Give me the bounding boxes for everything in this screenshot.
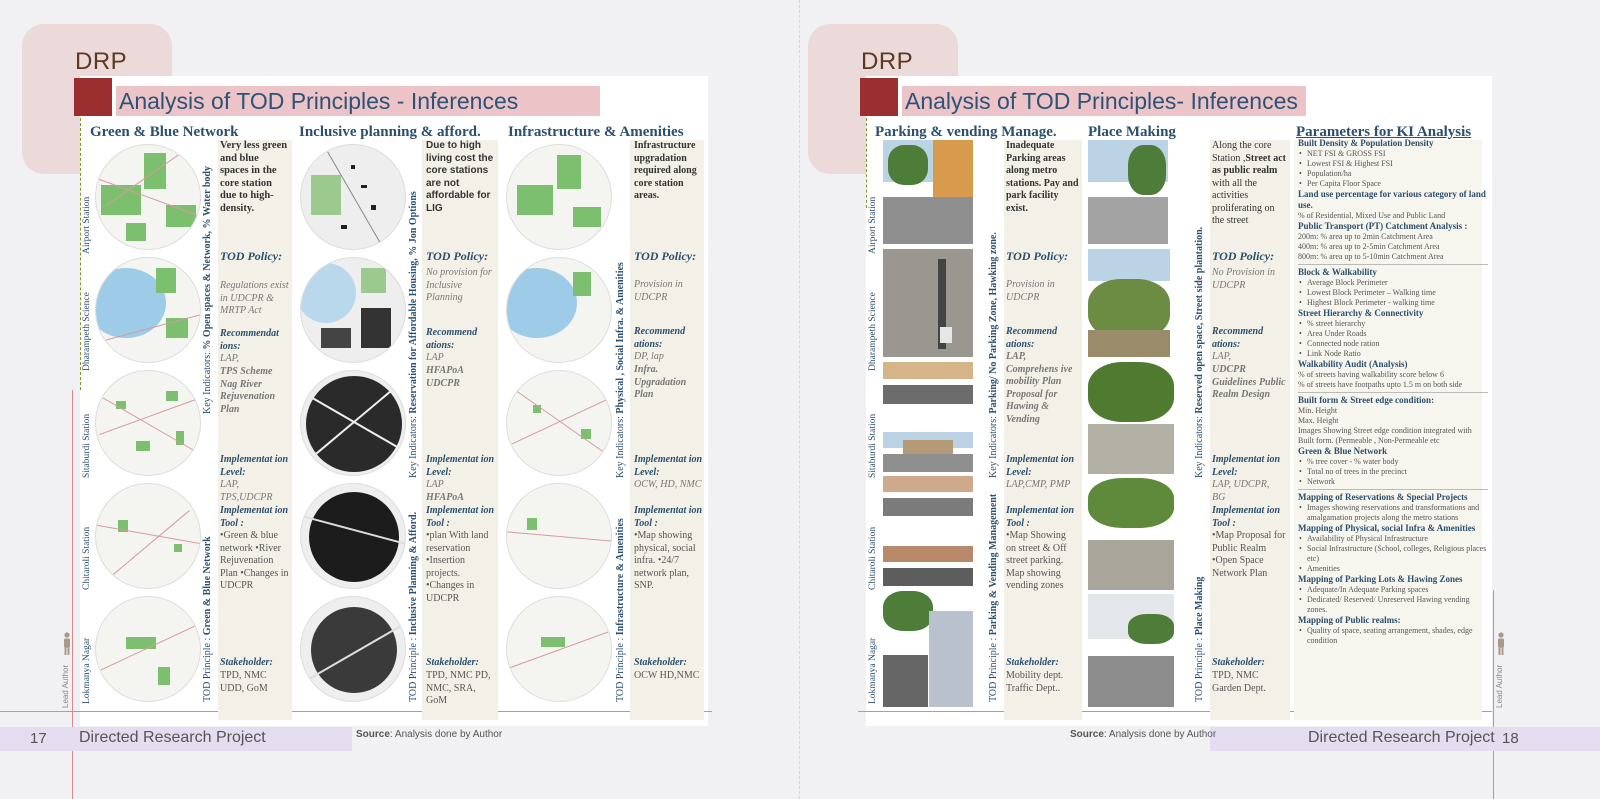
impl-level-green: LAP, TPS,UDCPR xyxy=(220,479,273,503)
param-heading: Mapping of Public realms: xyxy=(1298,615,1401,625)
param-item: Max. Height xyxy=(1298,416,1339,425)
param-item: Images Showing Street edge condition integrated with Built form. (Permeable , Non-Permeable etc xyxy=(1298,426,1472,445)
station-label: Dharampeth Science xyxy=(868,292,878,371)
map-airport-inclusive xyxy=(300,144,406,250)
impl-tool-inclusive: •plan With land reservation •Insertion projects. •Changes in UDCPR xyxy=(426,530,489,604)
param-item: • Quality of space, seating arrangement, shades, edge condition xyxy=(1298,626,1488,646)
key-indicators-parking: Key Indicators: Parking/ No Parking Zone, Hawking zone. xyxy=(988,232,999,478)
param-item: % of streets have footpaths upto 1.5 m on both side xyxy=(1298,380,1463,389)
photo-dharampeth-parking xyxy=(883,249,973,357)
source-note: Source: Analysis done by Author xyxy=(1070,729,1217,740)
param-heading: Built Density & Population Density xyxy=(1298,138,1434,148)
param-heading: Land use percentage for various category of land use. xyxy=(1298,189,1486,210)
param-item: % of streets having walkability score below 6 xyxy=(1298,370,1444,379)
impl-tool-infra: •Map showing physical, social infra. •24/7 network plan, SNP. xyxy=(634,530,696,591)
rec-label-parking: Recommend ations: xyxy=(1006,326,1058,350)
param-item: • NET FSI & GROSS FSI xyxy=(1298,149,1488,159)
stake-label-infra: Stakeholder: xyxy=(634,657,687,668)
photo-sitaburdi-parking-2 xyxy=(883,432,973,472)
text-panel-parking xyxy=(1004,140,1082,720)
bottom-rule xyxy=(0,711,712,712)
param-item: % of Residential, Mixed Use and Public Land xyxy=(1298,211,1446,220)
stake-green: TPD, NMC UDD, GoM xyxy=(220,670,268,694)
impl-level-label-infra: Implementat ion Level: xyxy=(634,454,703,478)
impl-tool-place: •Map Proposal for Public Realm •Open Space Network Plan xyxy=(1212,530,1286,579)
photo-sitaburdi-parking-1 xyxy=(883,362,973,404)
rec-bold-parking: LAP, Comprehens ive mobility Plan Proposal for Hawing & Vending xyxy=(1006,351,1073,425)
text-panel-infra xyxy=(630,140,704,720)
parameters-list xyxy=(1298,138,1488,646)
param-separator xyxy=(1298,392,1488,393)
rec-place: LAP, xyxy=(1212,351,1231,362)
station-label: Airport Station xyxy=(868,196,878,254)
policy-label-green: TOD Policy: xyxy=(220,249,283,263)
map-sitaburdi-green xyxy=(95,370,201,476)
station-label: Sitaburdi Station xyxy=(82,413,92,478)
station-label: Lokmanya Nagar xyxy=(868,637,878,704)
text-panel-inclusive xyxy=(422,140,498,720)
map-lokmanya-infra xyxy=(506,596,612,702)
photo-airport-place xyxy=(1088,140,1168,244)
param-item: • Population/ha xyxy=(1298,169,1488,179)
rec-label-place: Recommend ations: xyxy=(1212,326,1264,350)
stake-label-green: Stakeholder: xyxy=(220,657,273,668)
source-note: Source: Analysis done by Author xyxy=(356,729,503,740)
policy-label-infra: TOD Policy: xyxy=(634,249,697,263)
column-heading-params: Parameters for KI Analysis xyxy=(1296,124,1472,140)
param-heading: Block & Walkability xyxy=(1298,267,1377,277)
person-icon xyxy=(62,632,72,656)
principle-place: TOD Principle : Place Making xyxy=(1194,576,1205,702)
rec-green: LAP, xyxy=(220,353,239,364)
station-label: Dharampeth Science xyxy=(82,292,92,371)
photo-lokmanya-place xyxy=(1088,594,1174,707)
rec-bold-green: TPS Scheme Nag River Rejuvenation Plan xyxy=(220,366,276,415)
policy-green: Regulations exist in UDCPR & MRTP Act xyxy=(220,280,289,316)
principle-green: TOD Principle : Green & Blue Network xyxy=(202,536,213,702)
principle-inclusive: TOD Principle : Inclusive Planning & Afford. xyxy=(408,511,419,702)
key-indicators-green: Key Indicators: % Open spaces & Network, % Water body xyxy=(202,166,213,414)
impl-level-infra: OCW, HD, NMC xyxy=(634,479,702,490)
brand-label: DRP xyxy=(861,48,914,75)
param-item: • % street hierarchy xyxy=(1298,319,1488,329)
page-title: Analysis of TOD Principles - Inferences xyxy=(116,86,600,116)
map-dharampeth-infra xyxy=(506,257,612,363)
station-label: Sitaburdi Station xyxy=(868,413,878,478)
param-item: • Per Capita Floor Space xyxy=(1298,179,1488,189)
param-item: • Social Infrastructure (School, colleges, Religious places etc) xyxy=(1298,544,1488,564)
title-marker xyxy=(74,78,112,116)
impl-tool-green: •Green & blue network •River Rejuvenation Plan •Changes in UDCPR xyxy=(220,530,289,591)
photo-airport-parking xyxy=(883,140,973,244)
column-heading-parking: Parking & vending Manage. xyxy=(875,124,1057,140)
impl-tool-label-parking: Implementat ion Tool : xyxy=(1006,505,1075,529)
param-heading: Mapping of Physical, social Infra & Amenities xyxy=(1298,523,1476,533)
title-marker xyxy=(860,78,898,116)
impl-tool-parking: •Map Showing on street & Off street parking. Map showing vending zones xyxy=(1006,530,1067,591)
photo-sitaburdi-place xyxy=(1088,362,1174,474)
margin-rule xyxy=(1493,590,1494,799)
impl-level-inclusive: LAP xyxy=(426,479,444,490)
param-item: • Connected node ration xyxy=(1298,339,1488,349)
map-chitaroli-infra xyxy=(506,483,612,589)
rec-label-infra: Recommend ations: xyxy=(634,326,686,350)
param-separator xyxy=(1298,489,1488,490)
map-sitaburdi-inclusive xyxy=(300,370,406,476)
column-heading-inclusive: Inclusive planning & afford. xyxy=(299,124,481,140)
rec-label-inclusive: Recommend ations: xyxy=(426,327,478,351)
impl-level-label-inclusive: Implementat ion Level: xyxy=(426,454,495,478)
param-item: • Adequate/In Adequate Parking spaces xyxy=(1298,585,1488,595)
photo-sitaburdi-parking-3 xyxy=(883,476,973,516)
brand-label: DRP xyxy=(75,48,128,75)
stake-label-inclusive: Stakeholder: xyxy=(426,657,479,668)
station-label: Airport Station xyxy=(82,196,92,254)
param-item: 200m: % area up to 2min Catchment Area xyxy=(1298,232,1433,241)
policy-place: No Provision in UDCPR xyxy=(1212,267,1275,291)
page-18 xyxy=(800,0,1600,799)
param-heading: Mapping of Parking Lots & Hawing Zones xyxy=(1298,574,1463,584)
impl-tool-label-inclusive: Implementat ion Tool : xyxy=(426,505,495,529)
impl-tool-label-place: Implementat ion Tool : xyxy=(1212,505,1281,529)
param-item: • % tree cover - % water body xyxy=(1298,457,1488,467)
map-lokmanya-green xyxy=(95,596,201,702)
stake-parking: Mobility dept. Traffic Dept.. xyxy=(1006,670,1064,694)
policy-label-inclusive: TOD Policy: xyxy=(426,249,489,263)
key-indicators-inclusive: Key Indicators: Reservation for Affordable Housing, % Jon Options xyxy=(408,191,419,478)
key-indicators-infra: Key Indicators: Physical , Social Infra. & Amenities xyxy=(615,262,626,478)
policy-parking: Provision in UDCPR xyxy=(1006,279,1055,303)
person-icon xyxy=(1496,632,1506,656)
param-item: • Area Under Roads xyxy=(1298,329,1488,339)
footer-title: Directed Research Project xyxy=(1308,729,1495,746)
photo-chitaroli-parking xyxy=(883,546,973,586)
map-airport-green xyxy=(95,144,201,250)
stake-infra: OCW HD,NMC xyxy=(634,670,700,681)
impl-level-label-parking: Implementat ion Level: xyxy=(1006,454,1075,478)
principle-parking: TOD Principle : Parking & Vending Management xyxy=(988,493,999,702)
param-heading: Public Transport (PT) Catchment Analysis : xyxy=(1298,221,1468,231)
policy-label-parking: TOD Policy: xyxy=(1006,249,1069,263)
param-heading: Green & Blue Network xyxy=(1298,446,1388,456)
lead-author-label: Lead Author xyxy=(61,664,70,708)
param-item: • Highest Block Perimeter - walking time xyxy=(1298,298,1488,308)
param-item: • Average Block Perimeter xyxy=(1298,278,1488,288)
key-indicators-place: Key Indicators: Reserved open space, Street side plantation. xyxy=(1194,226,1205,478)
photo-lokmanya-parking xyxy=(883,591,973,707)
rec-bold-place: UDCPR Guidelines Public Realm Design xyxy=(1212,364,1286,400)
param-heading: Mapping of Reservations & Special Projects xyxy=(1298,492,1468,502)
page-title: Analysis of TOD Principles- Inferences xyxy=(902,86,1306,116)
dashed-guide xyxy=(866,118,867,208)
map-airport-infra xyxy=(506,144,612,250)
param-item: 400m: % area up to 2-5min Catchment Area xyxy=(1298,242,1440,251)
column-heading-place: Place Making xyxy=(1088,124,1176,140)
impl-level-bold-inclusive: HFAPoA xyxy=(426,492,464,503)
map-dharampeth-green xyxy=(95,257,201,363)
impl-level-label-place: Implementat ion Level: xyxy=(1212,454,1281,478)
stake-label-place: Stakeholder: xyxy=(1212,657,1265,668)
principle-infra: TOD Principle : Infrastructure & Amenities xyxy=(615,518,626,702)
rec-infra: DP, lap xyxy=(634,351,664,362)
inference-green: Very less green and blue spaces in the core station due to high-density. xyxy=(220,140,288,214)
inference-infra: Infrastructure upgradation required along core station areas. xyxy=(634,140,697,201)
param-item: • Images showing reservations and transformations and amalgamation projects along the metro stations xyxy=(1298,503,1488,523)
impl-level-label-green: Implementat ion Level: xyxy=(220,454,289,478)
rec-label-green: Recommendat ions: xyxy=(220,328,279,352)
param-item: • Availability of Physical Infrastructure xyxy=(1298,534,1488,544)
station-label: Chitaroli Station xyxy=(868,526,878,590)
stake-place: TPD, NMC Garden Dept. xyxy=(1212,670,1266,694)
text-panel-green xyxy=(218,140,292,720)
impl-tool-label-infra: Implementat ion Tool : xyxy=(634,505,703,529)
param-item: • Total no of trees in the precinct xyxy=(1298,467,1488,477)
impl-level-parking: LAP,CMP, PMP xyxy=(1006,479,1071,490)
policy-infra: Provision in UDCPR xyxy=(634,279,683,303)
inference-place: Along the core Station ,Street act as public realm with all the activities proliferating on the street xyxy=(1212,140,1286,226)
rec-bold-infra: Infra. Upgradation Plan xyxy=(634,364,687,400)
param-heading: Street Hierarchy & Connectivity xyxy=(1298,308,1424,318)
dashed-guide xyxy=(80,118,81,390)
param-separator xyxy=(1298,264,1488,265)
impl-tool-label-green: Implementat ion Tool : xyxy=(220,505,289,529)
stake-inclusive: TPD, NMC PD, NMC, SRA, GoM xyxy=(426,670,491,706)
map-sitaburdi-infra xyxy=(506,370,612,476)
column-heading-green: Green & Blue Network xyxy=(90,124,239,140)
photo-chitaroli-place xyxy=(1088,478,1174,590)
map-lokmanya-inclusive xyxy=(300,596,406,702)
inference-parking: Inadequate Parking areas along metro stations. Pay and park facility exist. xyxy=(1006,140,1079,214)
stake-label-parking: Stakeholder: xyxy=(1006,657,1059,668)
column-heading-infra: Infrastructure & Amenities xyxy=(508,124,684,140)
photo-dharampeth-place xyxy=(1088,249,1170,357)
inference-inclusive: Due to high living cost the core stations are not affordable for LIG xyxy=(426,140,494,214)
station-label: Chitaroli Station xyxy=(82,526,92,590)
station-label: Lokmanya Nagar xyxy=(82,637,92,704)
page-number: 17 xyxy=(30,730,47,747)
param-item: • Dedicated/ Reserved/ Unreserved Hawing vending zones. xyxy=(1298,595,1488,615)
param-item: • Lowest Block Perimeter – Walking time xyxy=(1298,288,1488,298)
map-chitaroli-inclusive xyxy=(300,483,406,589)
policy-inclusive: No provision for Inclusive Planning xyxy=(426,267,492,303)
policy-label-place: TOD Policy: xyxy=(1212,249,1275,263)
param-item: • Lowest FSI & Highest FSI xyxy=(1298,159,1488,169)
map-chitaroli-green xyxy=(95,483,201,589)
rec-bold-inclusive: HFAPoA UDCPR xyxy=(426,365,464,389)
map-dharampeth-inclusive xyxy=(300,257,406,363)
param-item: • Link Node Ratio xyxy=(1298,349,1488,359)
param-item: Min. Height xyxy=(1298,406,1338,415)
param-item: 800m: % area up to 5-10min Catchment Area xyxy=(1298,252,1444,261)
param-item: • Network xyxy=(1298,477,1488,487)
page-number: 18 xyxy=(1502,730,1519,747)
param-item: • Amenities xyxy=(1298,564,1488,574)
param-heading: Built form & Street edge condition: xyxy=(1298,395,1435,405)
footer-title: Directed Research Project xyxy=(79,729,266,746)
param-heading: Walkability Audit (Analysis) xyxy=(1298,359,1408,369)
lead-author-label: Lead Author xyxy=(1495,664,1504,708)
rec-inclusive: LAP xyxy=(426,352,444,363)
impl-level-place: LAP, UDCPR, BG xyxy=(1212,479,1270,503)
